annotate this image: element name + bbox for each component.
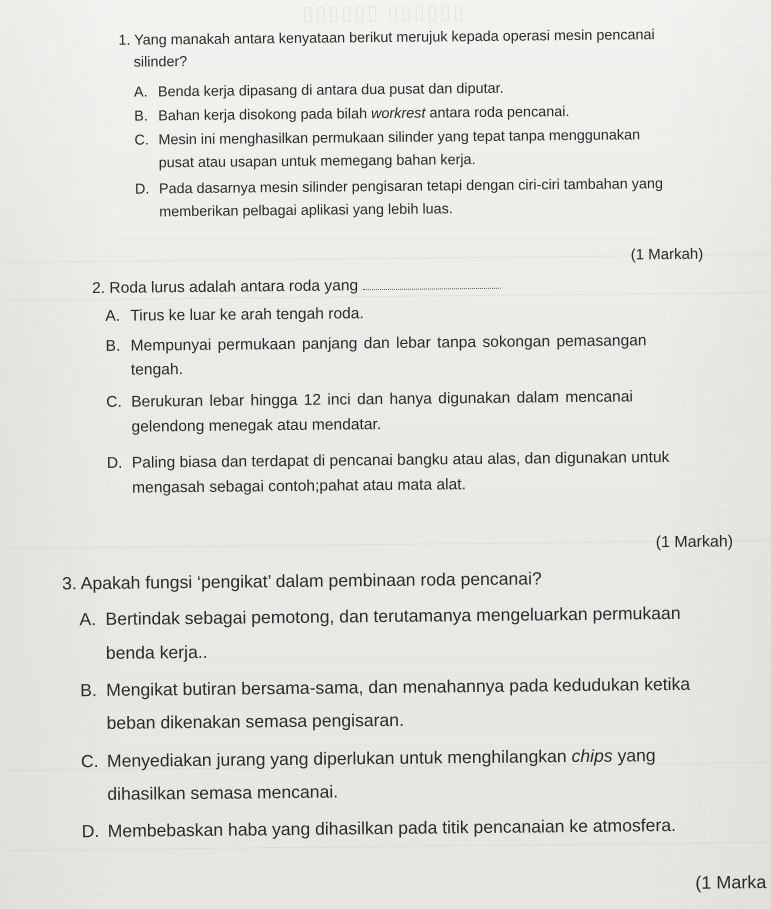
option-letter: C. <box>80 751 99 772</box>
option-b-continued: beban dikenakan semasa pengisaran. <box>106 709 405 733</box>
option-d[interactable] <box>135 176 663 198</box>
ruled-line <box>9 842 771 851</box>
option-text: antara roda pencanai. <box>425 104 570 122</box>
option-text-italic: chips <box>571 745 613 767</box>
question-stem <box>118 27 654 49</box>
option-text: Menyediakan jurang yang diperlukan untuk menghilangkan <box>106 746 572 771</box>
option-letter: A. <box>133 84 148 101</box>
marks-label: (1 Markah) <box>630 245 704 264</box>
option-c-continued: gelendong menegak atau mendatar. <box>131 416 382 436</box>
option-c[interactable] <box>106 388 633 412</box>
option-text: Bahan kerja disokong pada bilah <box>158 106 372 125</box>
option-c[interactable] <box>134 127 640 148</box>
option-letter: C. <box>134 132 149 149</box>
option-letter: D. <box>134 181 150 198</box>
option-letter: A. <box>79 609 97 630</box>
option-letter: B. <box>134 108 148 125</box>
option-d-continued: memberikan pelbagai aplikasi yang lebih luas. <box>159 201 453 221</box>
option-letter: C. <box>106 393 122 411</box>
marks-label: (1 Markah) <box>655 533 734 552</box>
option-text: Mesin ini menghasilkan permukaan silinder yang tepat tanpa menggunakan <box>158 127 641 149</box>
option-d[interactable] <box>82 815 676 842</box>
option-text: Tirus ke luar ke arah tengah roda. <box>130 305 364 325</box>
option-text: Membebaskan haba yang dihasilkan pada titik pencanaian ke atmosfera. <box>107 814 677 841</box>
option-text: Bertindak sebagai pemotong, dan terutamanya mengeluarkan permukaan <box>105 602 681 629</box>
bleed-through-text: ▯▯▯▯▯▯ ▯▯▯▯▯▯ <box>300 1 464 25</box>
option-b[interactable] <box>106 332 647 356</box>
question-number: 1. <box>118 32 131 49</box>
option-b[interactable] <box>80 674 690 701</box>
option-a[interactable] <box>79 603 680 630</box>
marks-label: (1 Marka <box>695 872 767 893</box>
option-a-continued: benda kerja.. <box>105 641 208 663</box>
option-text: Berukuran lebar hingga 12 inci dan hanya digunakan dalam mencanai <box>131 388 634 411</box>
option-c-continued: dihasilkan semasa mencanai. <box>107 781 339 804</box>
question-stem-continued: silinder? <box>133 54 188 71</box>
option-b-continued: tengah. <box>130 361 184 379</box>
question-text: Roda lurus adalah antara roda yang <box>109 277 359 297</box>
option-letter: D. <box>106 454 123 472</box>
option-text: Mempunyai permukaan panjang dan lebar tanpa sokongan pemasangan <box>130 332 647 355</box>
option-text: Pada dasarnya mesin silinder pengisaran tetapi dengan ciri-ciri tambahan yang <box>158 176 664 198</box>
option-b[interactable] <box>134 104 569 125</box>
option-text: Benda kerja dipasang di antara dua pusat dan diputar. <box>157 80 504 101</box>
option-text: yang <box>612 745 656 766</box>
question-number: 2. <box>91 279 106 298</box>
option-letter: B. <box>80 680 97 701</box>
question-text: Yang manakah antara kenyataan berikut merujuk kepada operasi mesin pencanai <box>134 27 655 49</box>
option-text: Paling biasa dan terdapat di pencanai bangku atau alas, dan digunakan untuk <box>131 449 670 472</box>
answer-blank <box>363 288 501 290</box>
option-letter: B. <box>105 337 121 355</box>
option-letter: D. <box>81 821 100 842</box>
option-a[interactable] <box>105 305 364 326</box>
option-text-italic: workrest <box>370 105 426 123</box>
option-c[interactable] <box>81 745 656 772</box>
option-d[interactable] <box>107 449 670 473</box>
question-number: 3. <box>62 573 77 594</box>
question-text: Apakah fungsi ‘pengikat’ dalam pembinaan roda pencanai? <box>80 568 542 594</box>
option-c-continued: pusat atau usapan untuk memegang bahan kerja. <box>158 152 476 172</box>
question-stem <box>62 568 542 594</box>
option-a[interactable] <box>134 81 504 101</box>
option-d-continued: mengasah sebagai contoh;pahat atau mata alat. <box>132 476 466 497</box>
option-text: Mengikat butiran bersama-sama, dan menahannya pada kedudukan ketika <box>106 673 691 700</box>
option-letter: A. <box>105 307 121 325</box>
